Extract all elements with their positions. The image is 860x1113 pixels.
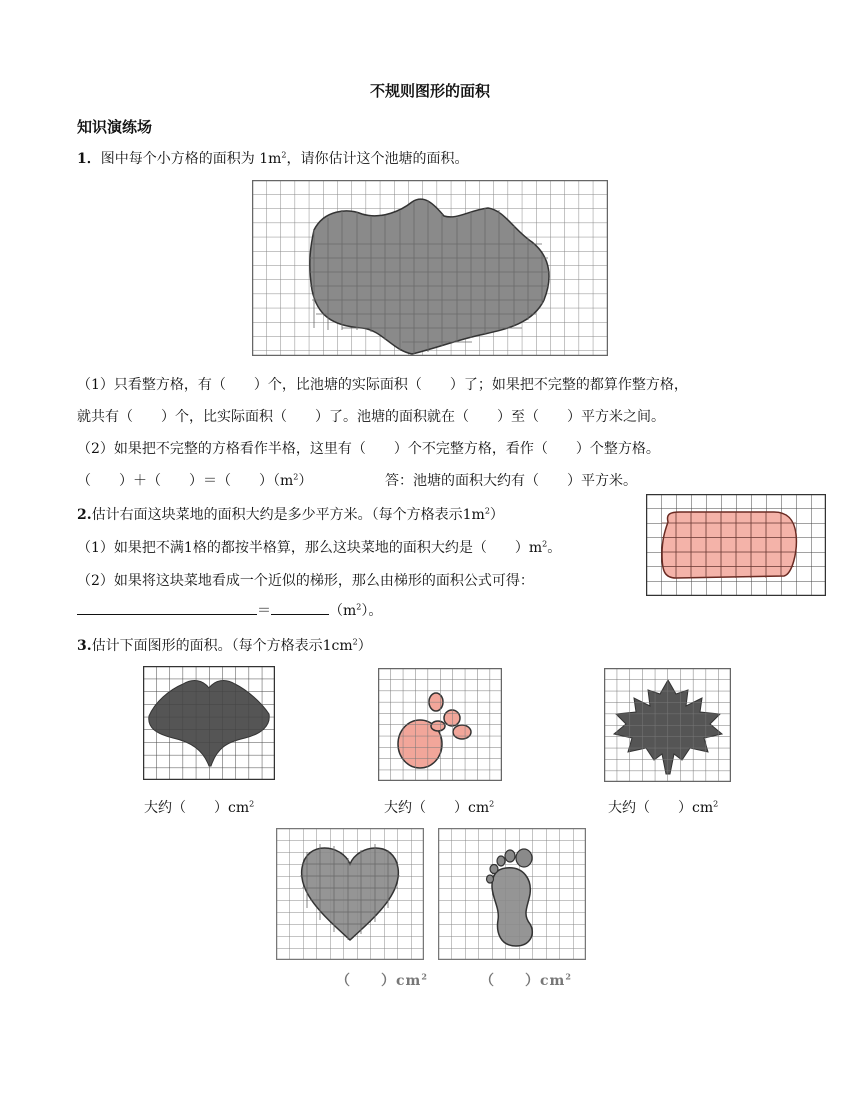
q2-formula-blank[interactable] [77, 600, 257, 615]
q3-sup: 2 [352, 637, 358, 647]
q2-equals: ＝ [257, 603, 271, 619]
q1-equation: （ ）＋（ ）＝（ ）（m [77, 473, 294, 489]
q2-line1-after: 。 [547, 540, 562, 556]
q3-answer-maple [608, 797, 718, 817]
foot-shape [492, 868, 532, 946]
heart-figure [276, 828, 424, 960]
q2-unit-after: ）。 [361, 603, 383, 619]
q2-line1-sup: 2 [542, 539, 548, 549]
q2-unit-sup: 2 [356, 602, 362, 612]
q1-text-after: ，请你估计这个池塘的面积。 [286, 151, 469, 167]
q2-text-after: ） [489, 507, 504, 523]
paw-print-figure [378, 668, 502, 781]
bottom-answer-foot [480, 970, 572, 990]
section-heading: 知识演练场 [77, 118, 153, 136]
bottom-answer-heart [336, 970, 428, 990]
q1-number: 1． [77, 151, 101, 167]
bottom-answer-sup: 2 [421, 971, 428, 982]
q2-prompt [77, 504, 504, 524]
foot-figure [438, 828, 586, 960]
q2-line1-text: （1）如果把不满1格的都按半格算，那么这块菜地的面积大约是（ ）m [77, 540, 543, 556]
answer-text: 大约（ ）cm [608, 800, 714, 816]
q2-unit: （m [329, 603, 357, 619]
q3-answer-paw [384, 797, 494, 817]
page-title: 不规则图形的面积 [369, 82, 490, 100]
foot-toe-3 [497, 856, 505, 866]
q3-prompt [77, 635, 372, 655]
answer-sup: 2 [713, 799, 719, 809]
q1-text: 图中每个小方格的面积为 1m [100, 151, 282, 167]
foot-toe-4 [490, 865, 498, 874]
foot-toe-5 [487, 875, 494, 883]
q2-line1 [77, 537, 561, 557]
q1-line4 [77, 470, 312, 490]
answer-sup: 2 [249, 799, 255, 809]
q2-result-blank[interactable] [271, 600, 329, 615]
q3-answer-ginkgo [144, 797, 254, 817]
answer-sup: 2 [489, 799, 495, 809]
vegetable-plot-figure [646, 494, 826, 596]
q1-eq-close: ） [298, 473, 313, 489]
q3-number: 3. [77, 638, 92, 654]
q1-line1: （1）只看整方格，有（ ）个，比池塘的实际面积（ ）了；如果把不完整的都算作整方格， [77, 377, 688, 393]
q2-sup: 2 [484, 506, 490, 516]
pond-figure [252, 180, 608, 356]
q3-text-after: ） [357, 638, 372, 654]
bottom-answer-text: （ ）cm [336, 973, 422, 989]
ginkgo-leaf-figure [143, 666, 275, 780]
answer-text: 大约（ ）cm [384, 800, 490, 816]
q2-text: 估计右面这块菜地的面积大约是多少平方米。（每个方格表示1m [91, 507, 485, 523]
q2-line2: （2）如果将这块菜地看成一个近似的梯形，那么由梯形的面积公式可得： [77, 573, 534, 589]
q1-line2: 就共有（ ）个，比实际面积（ ）了。池塘的面积就在（ ）至（ ）平方米之间。 [77, 409, 665, 425]
bottom-answer-sup: 2 [565, 971, 572, 982]
q1-prompt [77, 148, 468, 168]
bottom-answer-text: （ ）cm [480, 973, 566, 989]
q1-answer: 答：池塘的面积大约有（ ）平方米。 [385, 473, 637, 489]
foot-toe-2 [505, 850, 515, 862]
vegetable-plot-shape [662, 512, 796, 578]
maple-leaf-figure [604, 668, 731, 782]
foot-toe-1 [516, 849, 532, 867]
answer-text: 大约（ ）cm [144, 800, 250, 816]
q1-line3: （2）如果把不完整的方格看作半格，这里有（ ）个不完整方格，看作（ ）个整方格。 [77, 441, 660, 457]
q2-number: 2. [77, 507, 92, 523]
q1-eq-sup: 2 [293, 472, 299, 482]
q1-sup: 2 [281, 150, 287, 160]
q2-line3 [77, 600, 382, 620]
q3-text: 估计下面图形的面积。（每个方格表示1cm [91, 638, 353, 654]
